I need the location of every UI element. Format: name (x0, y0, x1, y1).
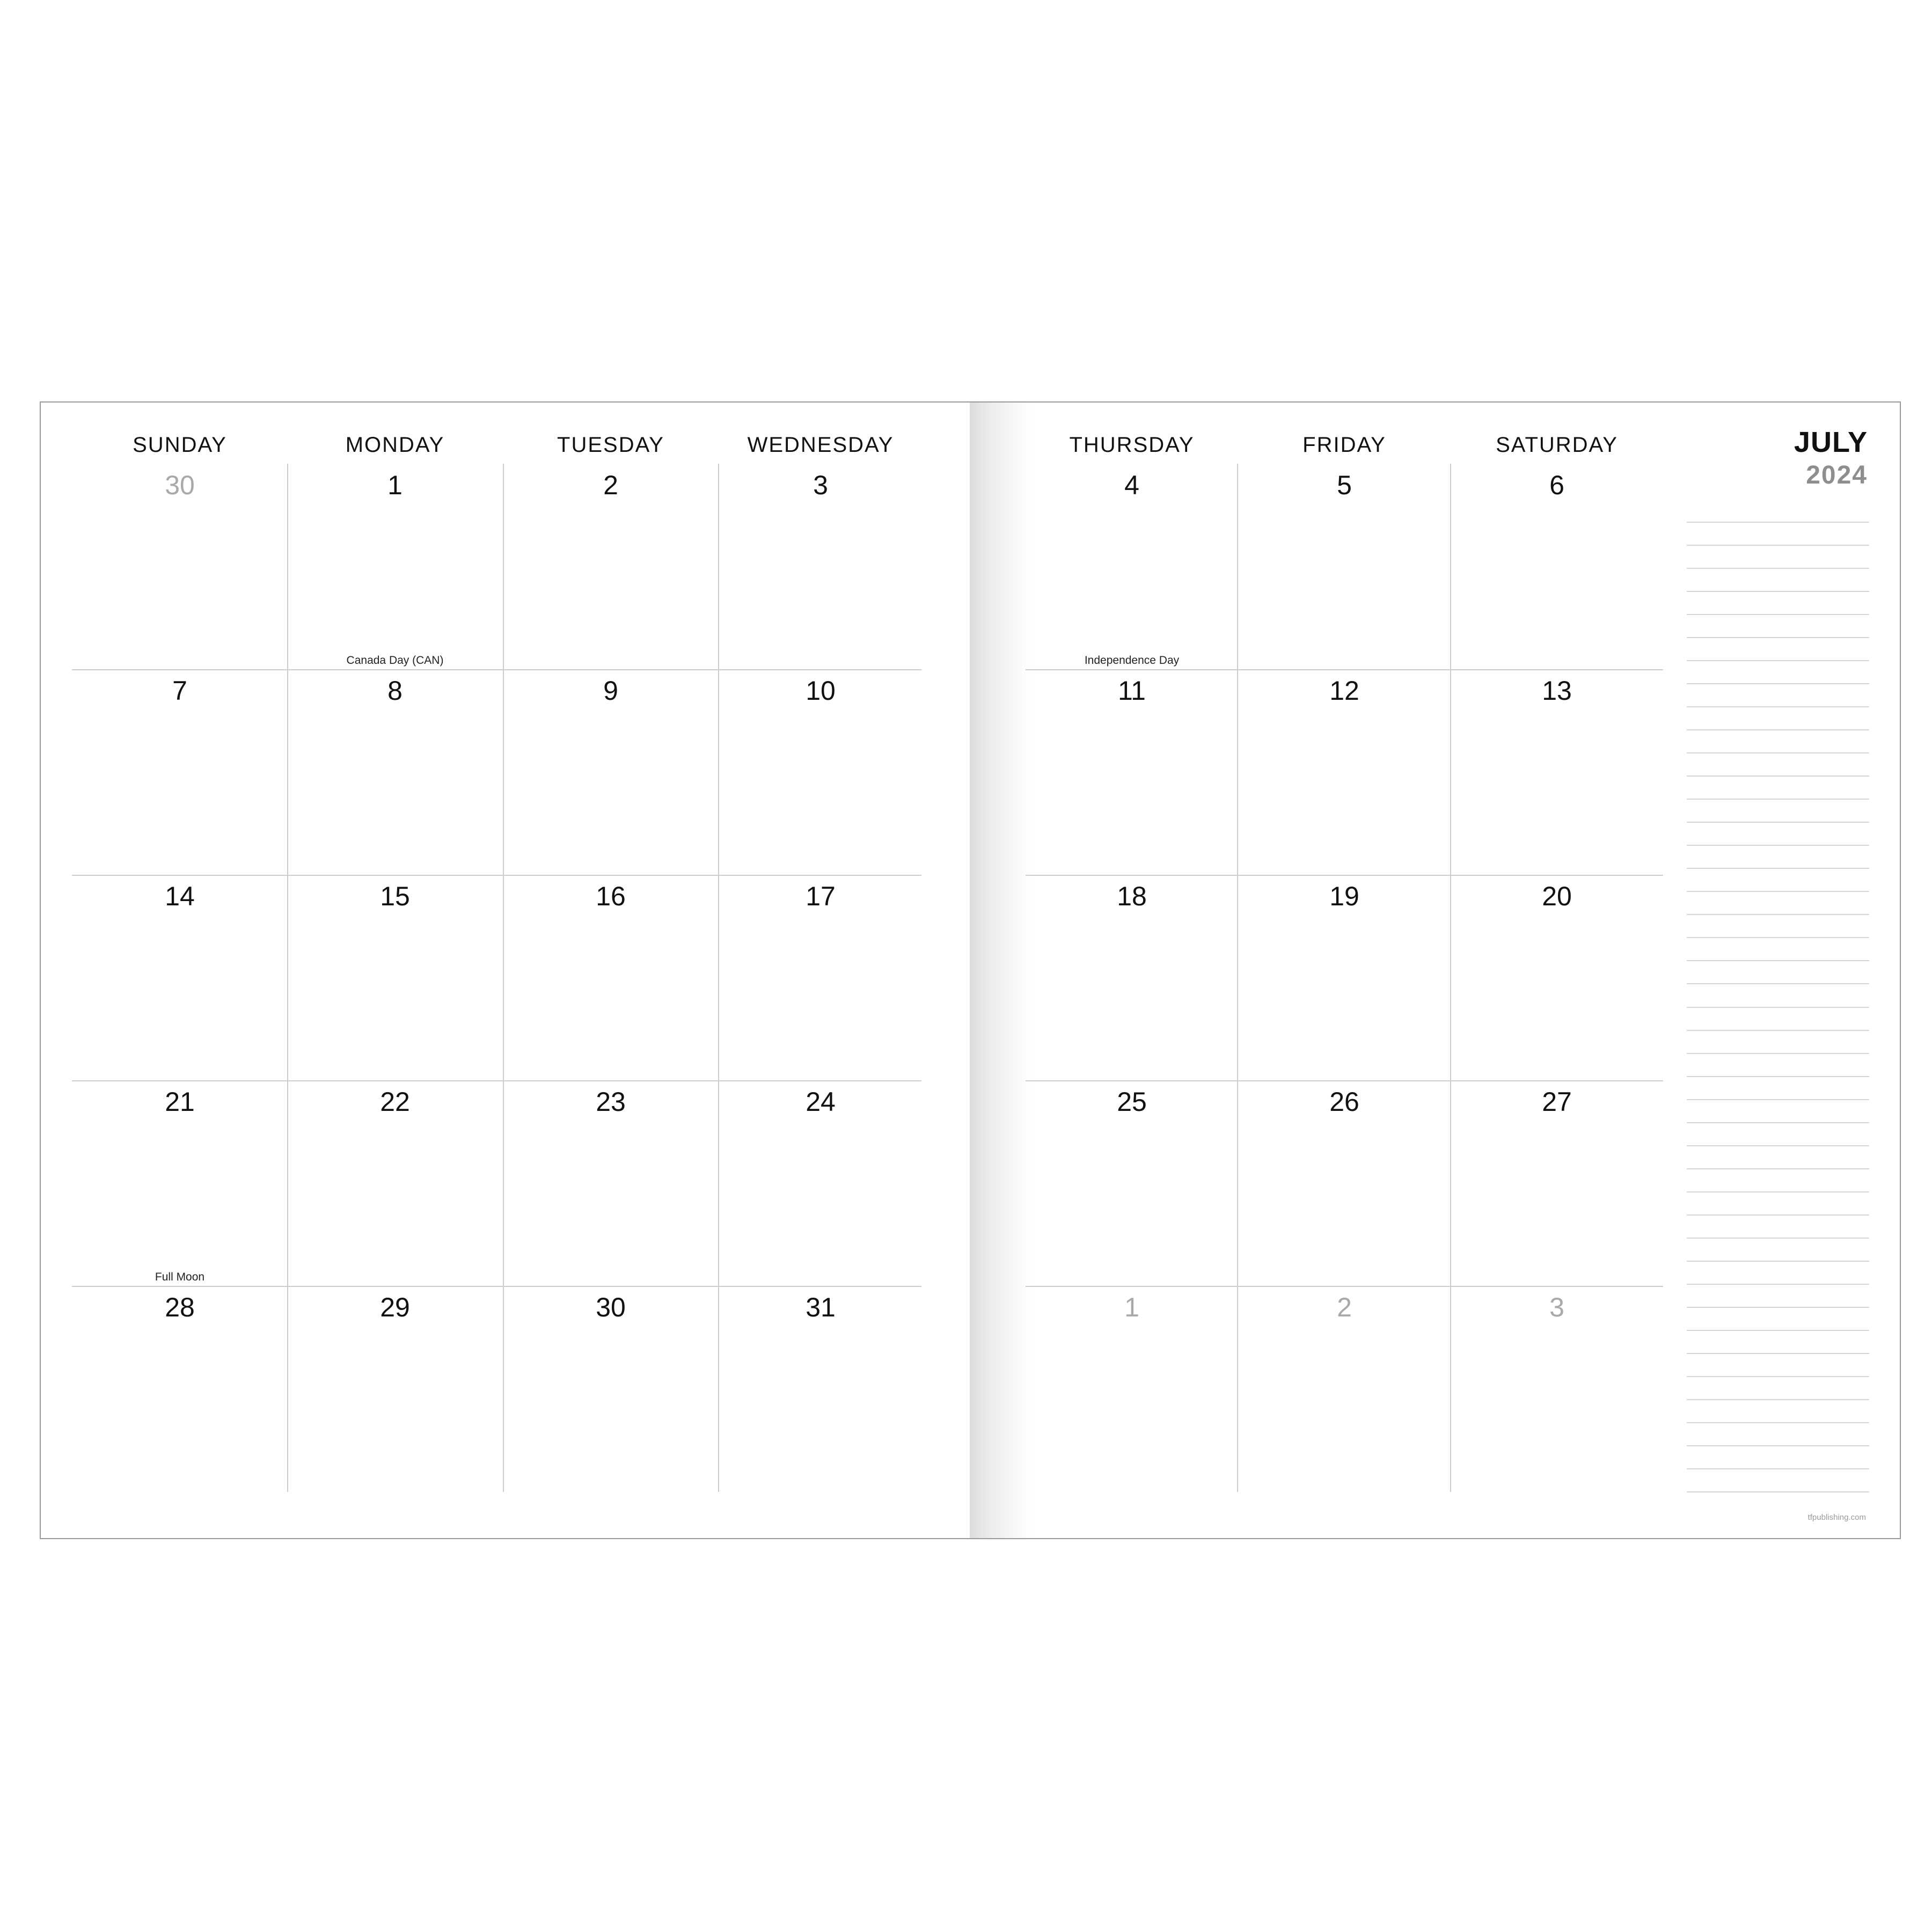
event-label: Full Moon (155, 1271, 205, 1283)
event-label: Independence Day (1084, 654, 1180, 667)
notes-line (1687, 1145, 1869, 1146)
notes-line (1687, 591, 1869, 592)
day-number: 20 (1542, 881, 1572, 911)
day-number: 15 (380, 881, 410, 911)
notes-line (1687, 752, 1869, 753)
notes-line (1687, 1468, 1869, 1469)
notes-line (1687, 1399, 1869, 1400)
day-number: 13 (1542, 676, 1572, 706)
day-number: 26 (1329, 1087, 1359, 1117)
notes-line (1687, 637, 1869, 638)
week-separator (1026, 875, 1663, 876)
notes-line (1687, 1330, 1869, 1331)
day-number: 19 (1329, 881, 1359, 911)
notes-line (1687, 1238, 1869, 1239)
notes-line (1687, 1168, 1869, 1169)
notes-line (1687, 1053, 1869, 1054)
publisher-url: tfpublishing.com (1807, 1513, 1866, 1522)
day-number: 29 (380, 1292, 410, 1322)
month-title: JULY (1794, 426, 1868, 458)
notes-line (1687, 983, 1869, 984)
notes-line (1687, 568, 1869, 569)
day-number: 23 (596, 1087, 626, 1117)
weekday-header-wednesday: WEDNESDAY (747, 433, 894, 457)
day-number: 3 (813, 470, 828, 500)
notes-line (1687, 891, 1869, 892)
notes-line (1687, 1261, 1869, 1262)
weekday-header-thursday: THURSDAY (1069, 433, 1195, 457)
notes-line (1687, 960, 1869, 961)
notes-line (1687, 1376, 1869, 1377)
page-gutter-shadow (970, 402, 1034, 1538)
notes-line (1687, 522, 1869, 523)
day-number: 5 (1337, 470, 1352, 500)
day-number: 28 (165, 1292, 195, 1322)
year-label: 2024 (1806, 461, 1868, 489)
week-separator (1026, 1080, 1663, 1081)
notes-line (1687, 1445, 1869, 1446)
day-number: 25 (1117, 1087, 1147, 1117)
day-number: 7 (172, 676, 187, 706)
notes-line (1687, 729, 1869, 730)
day-number: 10 (806, 676, 836, 706)
notes-line (1687, 614, 1869, 615)
day-column-separator (1450, 464, 1451, 1492)
notes-line (1687, 868, 1869, 869)
week-separator (1026, 669, 1663, 670)
weekday-header-friday: FRIDAY (1302, 433, 1386, 457)
day-number: 9 (603, 676, 618, 706)
day-column-separator (287, 464, 288, 1492)
day-number: 24 (806, 1087, 836, 1117)
notes-line (1687, 1214, 1869, 1216)
notes-line (1687, 1076, 1869, 1077)
notes-line (1687, 545, 1869, 546)
notes-line (1687, 937, 1869, 938)
notes-line (1687, 1422, 1869, 1423)
day-number: 6 (1549, 470, 1564, 500)
day-column-separator (503, 464, 504, 1492)
week-separator (72, 669, 921, 670)
notes-line (1687, 1122, 1869, 1123)
week-separator (72, 875, 921, 876)
day-column-separator (718, 464, 719, 1492)
day-number: 30 (165, 470, 195, 500)
day-number: 1 (387, 470, 402, 500)
notes-line (1687, 683, 1869, 684)
day-number: 12 (1329, 676, 1359, 706)
weekday-header-tuesday: TUESDAY (557, 433, 664, 457)
day-number: 27 (1542, 1087, 1572, 1117)
day-number: 11 (1118, 676, 1146, 706)
day-number: 2 (1337, 1292, 1352, 1322)
notes-line (1687, 1030, 1869, 1031)
notes-line (1687, 845, 1869, 846)
notes-line (1687, 1307, 1869, 1308)
day-number: 14 (165, 881, 195, 911)
week-separator (1026, 1286, 1663, 1287)
notes-line (1687, 1191, 1869, 1192)
week-separator (72, 1080, 921, 1081)
notes-line (1687, 1284, 1869, 1285)
day-number: 8 (387, 676, 402, 706)
notes-line (1687, 1099, 1869, 1100)
day-number: 22 (380, 1087, 410, 1117)
day-number: 30 (596, 1292, 626, 1322)
notes-line (1687, 1007, 1869, 1008)
day-column-separator (1237, 464, 1238, 1492)
notes-line (1687, 822, 1869, 823)
notes-line (1687, 914, 1869, 915)
day-number: 2 (603, 470, 618, 500)
notes-line (1687, 799, 1869, 800)
weekday-header-saturday: SATURDAY (1496, 433, 1618, 457)
notes-line (1687, 1353, 1869, 1354)
day-number: 16 (596, 881, 626, 911)
notes-line (1687, 706, 1869, 707)
day-number: 17 (806, 881, 836, 911)
day-number: 3 (1549, 1292, 1564, 1322)
notes-line (1687, 1491, 1869, 1492)
day-number: 4 (1124, 470, 1139, 500)
day-number: 1 (1124, 1292, 1139, 1322)
event-label: Canada Day (CAN) (346, 654, 444, 667)
day-number: 18 (1117, 881, 1147, 911)
week-separator (72, 1286, 921, 1287)
notes-line (1687, 775, 1869, 777)
weekday-header-sunday: SUNDAY (133, 433, 227, 457)
day-number: 31 (806, 1292, 836, 1322)
notes-line (1687, 660, 1869, 661)
weekday-header-monday: MONDAY (345, 433, 445, 457)
day-number: 21 (165, 1087, 195, 1117)
